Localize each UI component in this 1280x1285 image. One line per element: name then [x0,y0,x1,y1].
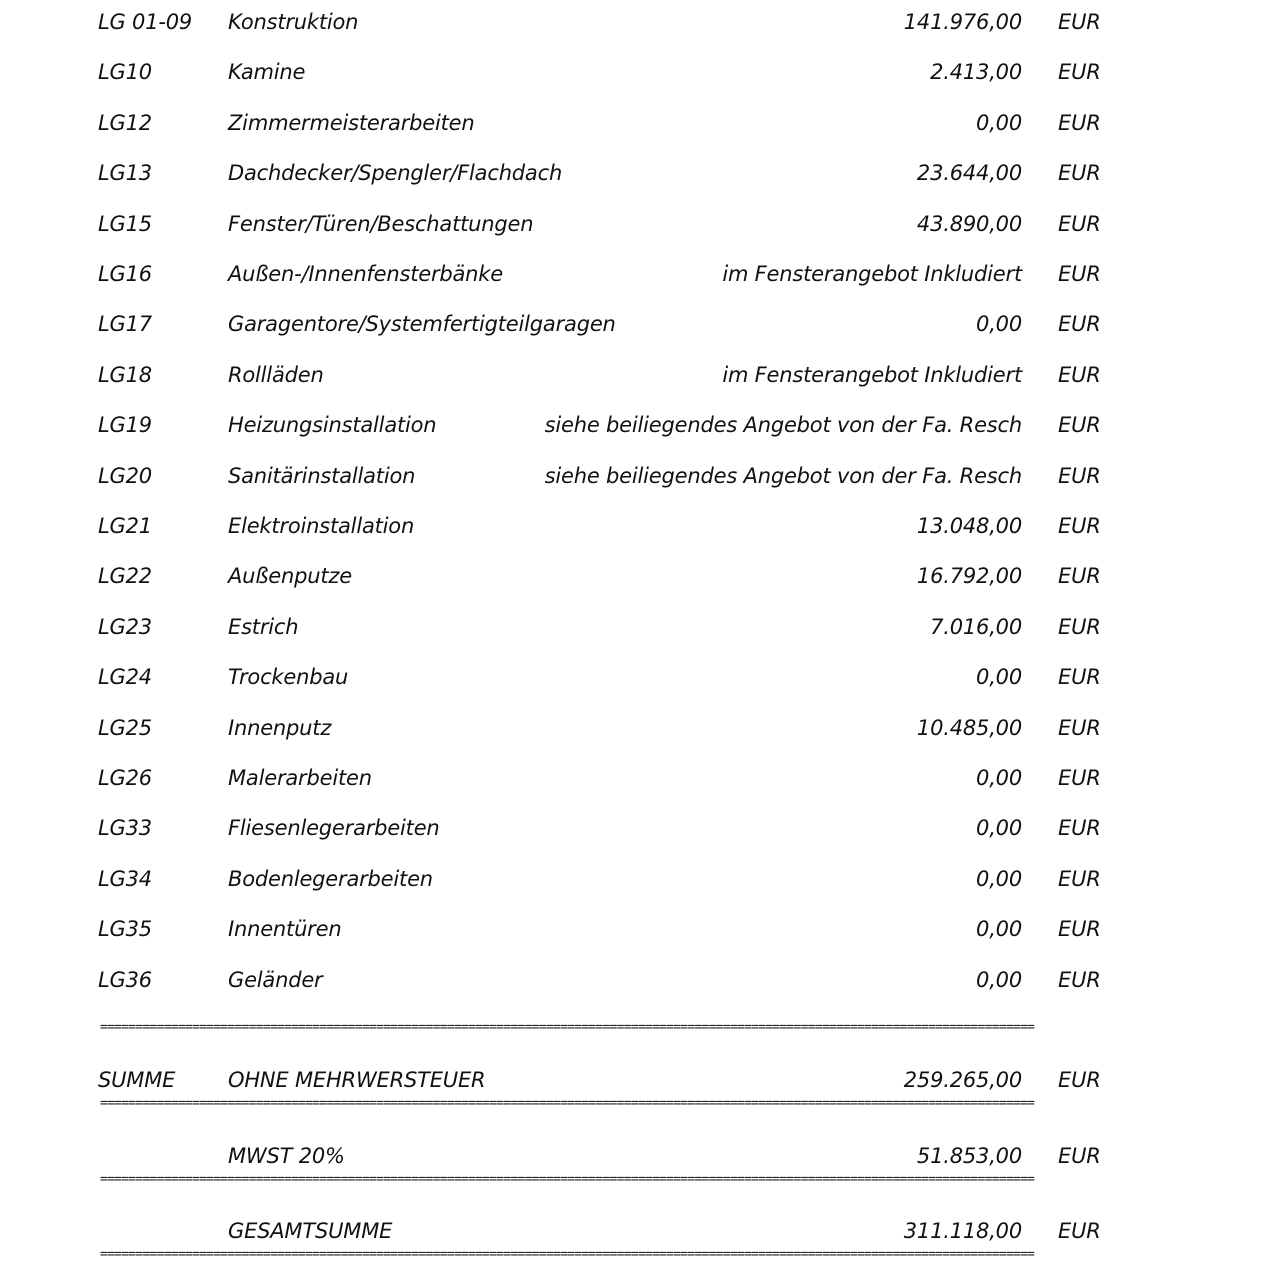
item-currency: EUR [1058,464,1101,488]
item-amount: 141.976,00 [903,10,1022,34]
item-code: LG17 [98,312,152,336]
item-amount: 2.413,00 [930,60,1022,84]
item-description: Konstruktion [228,10,359,34]
item-description: Zimmermeisterarbeiten [228,111,475,135]
cost-item-row [0,766,1280,796]
cost-item-row [0,716,1280,746]
item-currency: EUR [1058,564,1101,588]
cost-item-row [0,161,1280,191]
item-currency: EUR [1058,10,1101,34]
separator-line: ==================================================================================================================================== [100,1173,1035,1187]
item-description: Fenster/Türen/Beschattungen [228,212,534,236]
cost-item-row [0,363,1280,393]
item-code: LG19 [98,413,152,437]
item-amount: 0,00 [976,312,1022,336]
cost-item-row [0,968,1280,998]
item-code: LG24 [98,665,152,689]
item-amount: im Fensterangebot Inkludiert [722,363,1022,387]
item-currency: EUR [1058,665,1101,689]
cost-item-row [0,60,1280,90]
item-description: Außenputze [228,564,352,588]
item-code: LG21 [98,514,152,538]
item-currency: EUR [1058,615,1101,639]
cost-item-row [0,111,1280,141]
item-description: Rollläden [228,363,324,387]
item-amount: 43.890,00 [916,212,1022,236]
total-currency: EUR [1058,1219,1101,1243]
subtotal-row [0,1068,1280,1098]
item-currency: EUR [1058,212,1101,236]
item-code: LG12 [98,111,152,135]
item-currency: EUR [1058,766,1101,790]
vat-row [0,1144,1280,1174]
item-code: LG20 [98,464,152,488]
item-description: Elektroinstallation [228,514,415,538]
item-currency: EUR [1058,312,1101,336]
item-description: Heizungsinstallation [228,413,437,437]
total-amount: 311.118,00 [903,1219,1022,1243]
cost-item-row [0,917,1280,947]
item-code: LG23 [98,615,152,639]
cost-item-row [0,867,1280,897]
vat-currency: EUR [1058,1144,1101,1168]
item-amount: 7.016,00 [930,615,1022,639]
cost-item-row [0,262,1280,292]
item-description: Außen-/Innenfensterbänke [228,262,503,286]
item-code: LG22 [98,564,152,588]
item-amount: 0,00 [976,917,1022,941]
item-description: Garagentore/Systemfertigteilgaragen [228,312,616,336]
item-description: Innenputz [228,716,332,740]
item-amount: 16.792,00 [916,564,1022,588]
cost-item-row [0,514,1280,544]
cost-item-row [0,10,1280,40]
item-currency: EUR [1058,363,1101,387]
item-code: LG26 [98,766,152,790]
item-currency: EUR [1058,161,1101,185]
separator-line: ==================================================================================================================================== [100,1021,1035,1035]
item-amount: 0,00 [976,665,1022,689]
item-currency: EUR [1058,262,1101,286]
subtotal-label: OHNE MEHRWERSTEUER [228,1068,486,1092]
item-code: LG34 [98,867,152,891]
item-amount: 0,00 [976,816,1022,840]
item-currency: EUR [1058,867,1101,891]
item-description: Fliesenlegerarbeiten [228,816,440,840]
cost-item-row [0,665,1280,695]
cost-item-row [0,816,1280,846]
item-amount: 0,00 [976,968,1022,992]
item-amount: 23.644,00 [916,161,1022,185]
item-description: Estrich [228,615,299,639]
item-currency: EUR [1058,60,1101,84]
item-description: Geländer [228,968,323,992]
item-code: LG13 [98,161,152,185]
cost-item-row [0,312,1280,342]
item-currency: EUR [1058,716,1101,740]
item-amount: 10.485,00 [916,716,1022,740]
item-code: LG 01-09 [98,10,193,34]
item-code: LG18 [98,363,152,387]
cost-item-row [0,464,1280,494]
item-description: Sanitärinstallation [228,464,416,488]
item-description: Bodenlegerarbeiten [228,867,433,891]
item-currency: EUR [1058,111,1101,135]
item-currency: EUR [1058,413,1101,437]
item-currency: EUR [1058,917,1101,941]
item-currency: EUR [1058,514,1101,538]
item-description: Innentüren [228,917,342,941]
item-code: LG35 [98,917,152,941]
item-description: Trockenbau [228,665,349,689]
item-code: LG25 [98,716,152,740]
item-description: Dachdecker/Spengler/Flachdach [228,161,563,185]
separator-line: ==================================================================================================================================== [100,1248,1035,1262]
total-label: GESAMTSUMME [228,1219,393,1243]
item-currency: EUR [1058,968,1101,992]
item-amount: siehe beiliegendes Angebot von der Fa. Resch [544,413,1022,437]
subtotal-amount: 259.265,00 [903,1068,1022,1092]
item-code: LG36 [98,968,152,992]
item-description: Kamine [228,60,306,84]
cost-item-row [0,212,1280,242]
item-currency: EUR [1058,816,1101,840]
item-amount: im Fensterangebot Inkludiert [722,262,1022,286]
cost-item-row [0,615,1280,645]
item-code: LG10 [98,60,152,84]
item-amount: 0,00 [976,766,1022,790]
item-code: LG16 [98,262,152,286]
total-row [0,1219,1280,1249]
cost-item-row [0,564,1280,594]
cost-item-row [0,413,1280,443]
item-description: Malerarbeiten [228,766,372,790]
item-code: LG33 [98,816,152,840]
item-amount: siehe beiliegendes Angebot von der Fa. Resch [544,464,1022,488]
vat-label: MWST 20% [228,1144,345,1168]
item-amount: 13.048,00 [916,514,1022,538]
subtotal-code: SUMME [98,1068,176,1092]
vat-amount: 51.853,00 [916,1144,1022,1168]
separator-line: ==================================================================================================================================== [100,1097,1035,1111]
item-amount: 0,00 [976,867,1022,891]
item-code: LG15 [98,212,152,236]
subtotal-currency: EUR [1058,1068,1101,1092]
item-amount: 0,00 [976,111,1022,135]
